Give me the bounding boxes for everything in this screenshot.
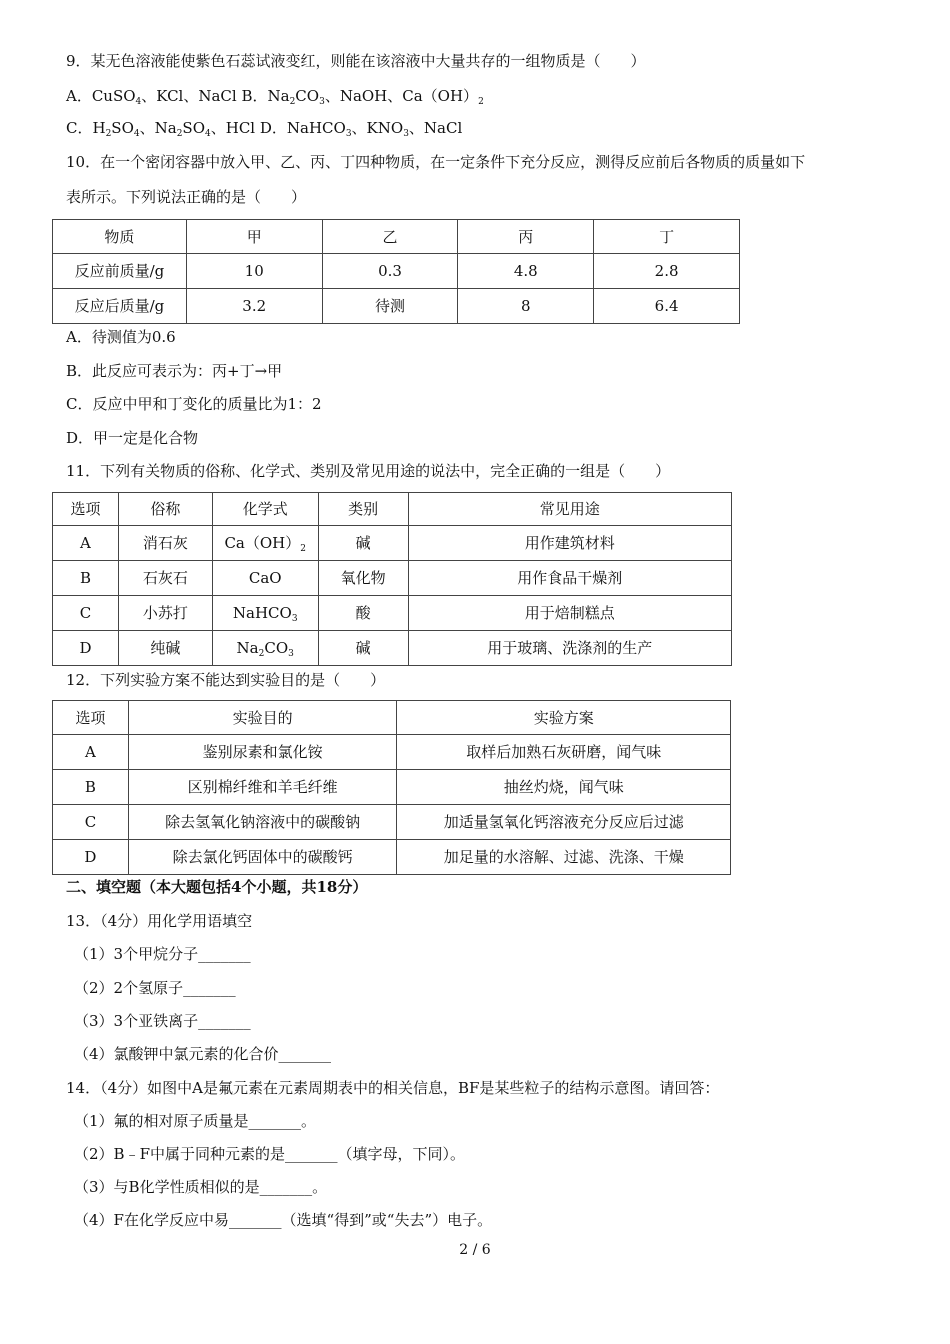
table-header-row [53, 701, 731, 735]
table-cell: 选项 [53, 493, 119, 526]
table-cell: 甲 [186, 220, 322, 254]
q14-item-2: （2）B﹣F中属于同种元素的是_______（填字母，下同）。 [74, 1145, 465, 1163]
formula-cell: $Ca(OH)_2$ [212, 526, 318, 561]
table-row [53, 805, 731, 840]
table-cell: A [53, 735, 129, 770]
table-cell: 纯碱 [118, 631, 212, 666]
table-cell: B [53, 770, 129, 805]
section-heading: 二、填空题（本大题包括4个小题，共18分） [66, 878, 368, 896]
table-cell: 类别 [318, 493, 408, 526]
table-header-row [53, 493, 732, 526]
table-cell: 石灰石 [118, 561, 212, 596]
q10-mass-table [52, 219, 740, 324]
table-cell: 加适量氢氧化钙溶液充分反应后过滤 [397, 805, 731, 840]
table-cell: 实验方案 [397, 701, 731, 735]
table-row [53, 735, 731, 770]
table-cell: 4.8 [458, 254, 594, 289]
q14-item-4: （4）F在化学反应中易_______（选填“得到”或“失去”）电子。 [74, 1211, 493, 1229]
table-cell: 除去氯化钙固体中的碳酸钙 [128, 840, 397, 875]
table-row [53, 526, 732, 561]
table-cell: 丙 [458, 220, 594, 254]
q9-stem: 9．某无色溶液能使紫色石蕊试液变红，则能在该溶液中大量共存的一组物质是（ ） [66, 52, 646, 70]
q10-option-d: D．甲一定是化合物 [66, 429, 199, 447]
table-cell: 待测 [322, 289, 458, 324]
table-cell: 酸 [318, 596, 408, 631]
q14-item-1: （1）氟的相对原子质量是_______。 [74, 1112, 317, 1130]
formula-cell: $Na_2CO_3$ [212, 631, 318, 666]
q9-options-cd: C．$H_2SO_4$、$Na_2SO_4$、HCl D．NaHCO$_3$、$KNO_3$、NaCl [66, 119, 463, 139]
table-cell: 乙 [322, 220, 458, 254]
q13-item-2: （2）2个氢原子_______ [74, 979, 236, 997]
table-cell: 加足量的水溶解、过滤、洗涤、干燥 [397, 840, 731, 875]
table-cell: 3.2 [186, 289, 322, 324]
table-row [53, 770, 731, 805]
table-cell: 碱 [318, 526, 408, 561]
q14-stem: 14．（4分）如图中A是氟元素在元素周期表中的相关信息，BF是某些粒子的结构示意图。请回答： [66, 1079, 720, 1097]
table-cell: 用作食品干燥剂 [408, 561, 731, 596]
table-row [53, 840, 731, 875]
q13-item-1: （1）3个甲烷分子_______ [74, 945, 251, 963]
table-cell: 选项 [53, 701, 129, 735]
q10-stem-line1: 10．在一个密闭容器中放入甲、乙、丙、丁四种物质，在一定条件下充分反应，测得反应前后各物质的质量如下 [66, 153, 806, 171]
table-cell: 小苏打 [118, 596, 212, 631]
q11-substance-table [52, 492, 732, 666]
table-cell: 除去氢氧化钠溶液中的碳酸钠 [128, 805, 397, 840]
q10-option-c: C．反应中甲和丁变化的质量比为1：2 [66, 395, 322, 413]
q13-stem: 13．（4分）用化学用语填空 [66, 912, 253, 930]
table-cell: 化学式 [212, 493, 318, 526]
table-cell: 用作建筑材料 [408, 526, 731, 561]
q12-experiment-table [52, 700, 731, 875]
q10-option-a: A．待测值为0.6 [66, 328, 176, 346]
table-cell: 2.8 [594, 254, 740, 289]
table-cell: 8 [458, 289, 594, 324]
table-cell: 俗称 [118, 493, 212, 526]
table-cell: 反应前质量/g [53, 254, 187, 289]
table-cell: B [53, 561, 119, 596]
table-cell: 用于玻璃、洗涤剂的生产 [408, 631, 731, 666]
table-row [53, 631, 732, 666]
formula-cell: NaHCO$_3$ [212, 596, 318, 631]
table-cell: C [53, 805, 129, 840]
table-cell: 鉴别尿素和氯化铵 [128, 735, 397, 770]
page-number: 2 / 6 [459, 1242, 491, 1258]
table-cell: 消石灰 [118, 526, 212, 561]
table-cell: 反应后质量/g [53, 289, 187, 324]
q13-item-3: （3）3个亚铁离子_______ [74, 1012, 251, 1030]
table-cell: 区别棉纤维和羊毛纤维 [128, 770, 397, 805]
table-cell: 常见用途 [408, 493, 731, 526]
q9-options-ab: A．CuSO$_4$、KCl、NaCl B．$Na_2CO_3$、NaOH、$Ca(OH)_2$ [66, 87, 484, 107]
q13-item-4: （4）氯酸钾中氯元素的化合价_______ [74, 1045, 332, 1063]
table-cell: 10 [186, 254, 322, 289]
table-cell: 抽丝灼烧，闻气味 [397, 770, 731, 805]
table-cell: 丁 [594, 220, 740, 254]
formula-cell: CaO [212, 561, 318, 596]
table-row [53, 289, 740, 324]
table-cell: C [53, 596, 119, 631]
table-cell: 碱 [318, 631, 408, 666]
q11-stem: 11．下列有关物质的俗称、化学式、类别及常见用途的说法中，完全正确的一组是（ ） [66, 462, 671, 480]
table-cell: D [53, 631, 119, 666]
q10-stem-line2: 表所示。下列说法正确的是（ ） [66, 188, 307, 206]
table-cell: 6.4 [594, 289, 740, 324]
table-cell: 用于焙制糕点 [408, 596, 731, 631]
q12-stem: 12．下列实验方案不能达到实验目的是（ ） [66, 671, 386, 689]
table-cell: 实验目的 [128, 701, 397, 735]
table-cell: 0.3 [322, 254, 458, 289]
table-row [53, 254, 740, 289]
table-row [53, 561, 732, 596]
table-cell: A [53, 526, 119, 561]
table-header-row [53, 220, 740, 254]
table-cell: 取样后加熟石灰研磨，闻气味 [397, 735, 731, 770]
table-cell: 物质 [53, 220, 187, 254]
q14-item-3: （3）与B化学性质相似的是_______。 [74, 1178, 328, 1196]
q10-option-b: B．此反应可表示为：丙+丁→甲 [66, 362, 283, 380]
table-row [53, 596, 732, 631]
table-cell: 氧化物 [318, 561, 408, 596]
table-cell: D [53, 840, 129, 875]
